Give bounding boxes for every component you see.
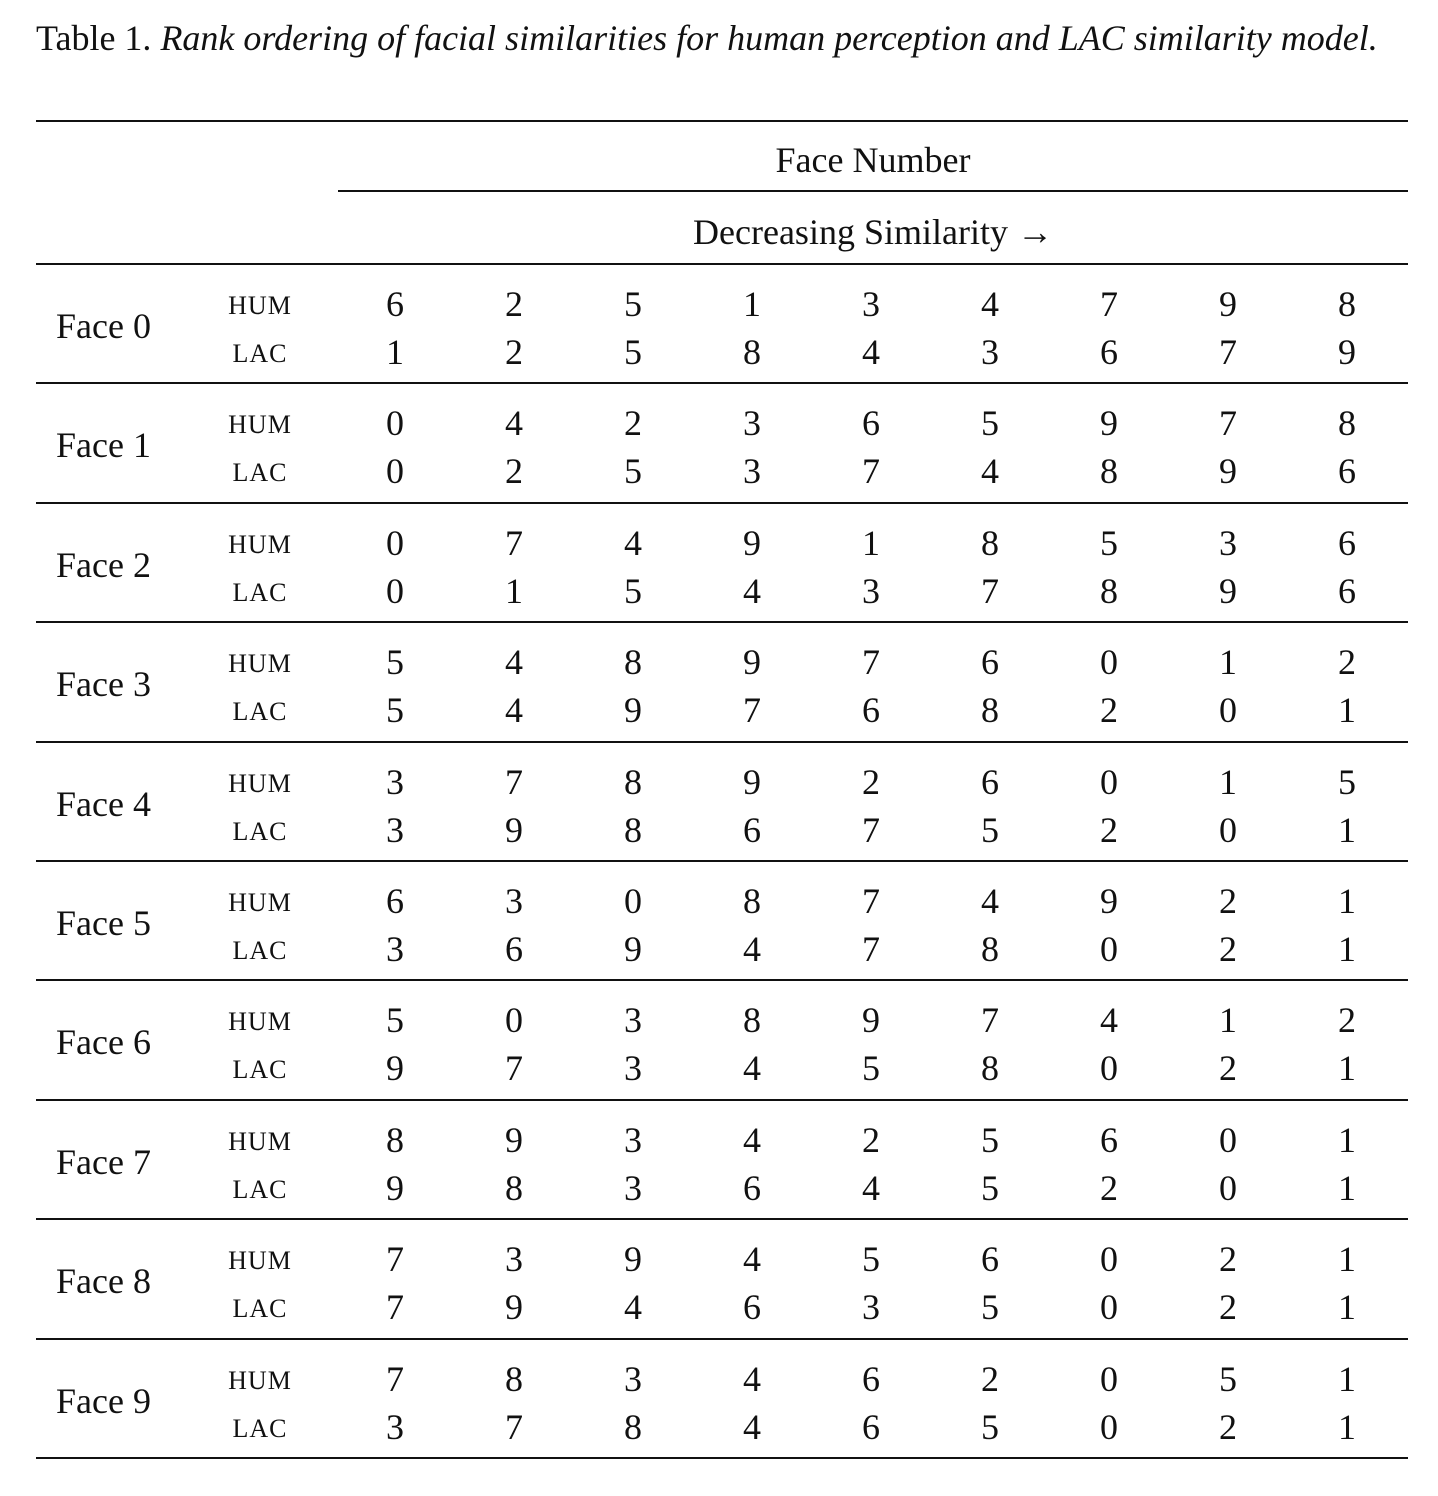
hum-tag: HUM [228, 410, 292, 440]
lac-cell: 3 [862, 570, 880, 611]
lac-cell: 9 [1219, 451, 1237, 492]
lac-cell: 9 [386, 1167, 404, 1208]
lac-cell: 6 [743, 1287, 761, 1328]
lac-cell: 9 [1219, 570, 1237, 611]
hum-cell: 4 [981, 284, 999, 324]
lac-cell: 2 [505, 332, 523, 372]
lac-cell: 4 [505, 690, 523, 731]
face-label: Face 6 [56, 1022, 151, 1063]
hum-cell: 8 [1338, 403, 1356, 444]
lac-cell: 7 [1219, 332, 1237, 372]
hum-cell: 7 [386, 1239, 404, 1280]
hum-tag: HUM [228, 1246, 292, 1276]
lac-cell: 4 [743, 929, 761, 969]
hum-cell: 7 [981, 1000, 999, 1041]
hum-cell: 9 [743, 642, 761, 683]
lac-tag: LAC [232, 339, 288, 368]
lac-cell: 6 [743, 1167, 761, 1208]
hum-cell: 0 [1100, 761, 1118, 802]
lac-cell: 8 [624, 1406, 642, 1447]
lac-cell: 1 [1338, 929, 1356, 969]
lac-cell: 3 [386, 809, 404, 850]
hum-cell: 0 [1100, 642, 1118, 683]
hum-cell: 0 [624, 881, 642, 921]
lac-cell: 8 [1100, 451, 1118, 492]
hum-cell: 8 [505, 1358, 523, 1399]
face-label: Face 9 [56, 1380, 151, 1421]
hum-cell: 6 [981, 1239, 999, 1280]
lac-cell: 9 [624, 690, 642, 731]
lac-cell: 6 [1100, 332, 1118, 372]
group-rule [36, 1218, 1408, 1220]
lac-cell: 5 [624, 570, 642, 611]
hum-cell: 3 [743, 403, 761, 444]
lac-cell: 1 [1338, 809, 1356, 850]
hum-cell: 7 [505, 522, 523, 563]
hum-cell: 2 [862, 1119, 880, 1160]
lac-cell: 8 [981, 690, 999, 731]
hum-cell: 0 [1100, 1358, 1118, 1399]
hum-cell: 9 [505, 1119, 523, 1160]
hum-cell: 2 [1219, 1239, 1237, 1280]
lac-tag: LAC [232, 936, 288, 965]
face-label: Face 8 [56, 1261, 151, 1302]
hum-cell: 6 [981, 642, 999, 683]
lac-cell: 4 [862, 1167, 880, 1208]
hum-cell: 2 [505, 284, 523, 324]
hum-cell: 3 [624, 1119, 642, 1160]
hum-cell: 3 [505, 1239, 523, 1280]
lac-tag: LAC [232, 458, 288, 488]
hum-tag: HUM [228, 649, 292, 679]
hum-cell: 6 [386, 881, 404, 921]
hum-cell: 7 [862, 642, 880, 683]
group-rule [36, 741, 1408, 743]
face-label: Face 2 [56, 544, 151, 585]
hum-cell: 5 [1338, 761, 1356, 802]
caption-period: . [1368, 18, 1378, 58]
hum-cell: 5 [981, 403, 999, 444]
hum-cell: 2 [1219, 881, 1237, 921]
group-rule [36, 1099, 1408, 1101]
lac-cell: 9 [1338, 332, 1356, 372]
lac-tag: LAC [232, 697, 288, 727]
lac-cell: 5 [981, 1167, 999, 1208]
lac-cell: 1 [1338, 1287, 1356, 1328]
lac-cell: 9 [386, 1048, 404, 1089]
lac-cell: 1 [1338, 1167, 1356, 1208]
hum-cell: 4 [981, 881, 999, 921]
hum-cell: 1 [1338, 1239, 1356, 1280]
lac-cell: 2 [1219, 929, 1237, 969]
lac-cell: 3 [981, 332, 999, 372]
lac-cell: 5 [386, 690, 404, 731]
face-label: Face 5 [56, 903, 151, 943]
lac-cell: 8 [743, 332, 761, 372]
hum-cell: 1 [1219, 1000, 1237, 1041]
lac-cell: 1 [1338, 1406, 1356, 1447]
hum-cell: 5 [1100, 522, 1118, 563]
caption-label: Table 1. [36, 18, 152, 58]
hum-cell: 6 [386, 284, 404, 324]
lac-cell: 5 [981, 1406, 999, 1447]
lac-cell: 3 [386, 929, 404, 969]
hum-cell: 0 [505, 1000, 523, 1041]
lac-cell: 5 [981, 1287, 999, 1328]
lac-cell: 3 [862, 1287, 880, 1328]
hum-cell: 1 [1219, 642, 1237, 683]
lac-cell: 1 [386, 332, 404, 372]
hum-cell: 5 [1219, 1358, 1237, 1399]
hum-cell: 5 [386, 1000, 404, 1041]
hum-cell: 0 [1100, 1239, 1118, 1280]
lac-cell: 4 [862, 332, 880, 372]
lac-cell: 6 [505, 929, 523, 969]
lac-cell: 6 [862, 1406, 880, 1447]
lac-tag: LAC [232, 1413, 288, 1443]
hum-cell: 6 [1100, 1119, 1118, 1160]
hum-cell: 2 [981, 1358, 999, 1399]
hum-cell: 8 [386, 1119, 404, 1160]
hum-cell: 2 [1338, 1000, 1356, 1041]
hum-cell: 1 [1219, 761, 1237, 802]
lac-cell: 9 [505, 809, 523, 850]
hum-cell: 1 [862, 522, 880, 563]
lac-cell: 6 [862, 690, 880, 731]
face-label: Face 3 [56, 664, 151, 705]
face-label: Face 1 [56, 425, 151, 466]
header-decreasing-similarity: Decreasing Similarity → [693, 212, 1053, 252]
hum-cell: 9 [1100, 881, 1118, 921]
hum-cell: 0 [386, 403, 404, 444]
hum-cell: 9 [624, 1239, 642, 1280]
hum-cell: 7 [1219, 403, 1237, 444]
lac-cell: 0 [386, 451, 404, 492]
group-rule [36, 502, 1408, 504]
group-rule [36, 382, 1408, 384]
lac-cell: 1 [1338, 690, 1356, 731]
caption-text: Rank ordering of facial similarities for human perception and LAC similarity model [160, 18, 1369, 58]
hum-cell: 1 [1338, 1358, 1356, 1399]
lac-cell: 7 [862, 809, 880, 850]
group-rule [36, 621, 1408, 623]
hum-cell: 4 [505, 642, 523, 683]
hum-tag: HUM [228, 1365, 292, 1395]
lac-cell: 5 [624, 332, 642, 372]
hum-cell: 6 [862, 403, 880, 444]
hum-cell: 4 [743, 1358, 761, 1399]
hum-cell: 9 [743, 522, 761, 563]
lac-cell: 0 [1100, 1048, 1118, 1089]
hum-cell: 9 [743, 761, 761, 802]
lac-cell: 0 [1100, 929, 1118, 969]
hum-cell: 2 [1338, 642, 1356, 683]
hum-cell: 6 [981, 761, 999, 802]
hum-cell: 7 [505, 761, 523, 802]
lac-cell: 2 [505, 451, 523, 492]
hum-cell: 5 [981, 1119, 999, 1160]
lac-cell: 3 [386, 1406, 404, 1447]
hum-cell: 8 [981, 522, 999, 563]
lac-cell: 3 [624, 1048, 642, 1089]
group-rule [36, 1338, 1408, 1340]
hum-cell: 2 [862, 761, 880, 802]
hum-cell: 7 [386, 1358, 404, 1399]
lac-cell: 5 [981, 809, 999, 850]
hum-cell: 9 [1100, 403, 1118, 444]
lac-tag: LAC [232, 1294, 288, 1324]
hum-cell: 2 [624, 403, 642, 444]
face-label: Face 0 [56, 306, 151, 346]
hum-cell: 3 [862, 284, 880, 324]
lac-cell: 4 [981, 451, 999, 492]
lac-cell: 2 [1219, 1287, 1237, 1328]
lac-cell: 0 [386, 570, 404, 611]
hum-cell: 9 [862, 1000, 880, 1041]
lac-tag: LAC [232, 1174, 288, 1204]
hum-cell: 0 [386, 522, 404, 563]
lac-cell: 6 [1338, 451, 1356, 492]
hum-cell: 3 [624, 1358, 642, 1399]
hum-cell: 5 [862, 1239, 880, 1280]
lac-cell: 5 [862, 1048, 880, 1089]
lac-cell: 1 [1338, 1048, 1356, 1089]
hum-cell: 3 [1219, 522, 1237, 563]
lac-cell: 8 [624, 809, 642, 850]
lac-cell: 2 [1100, 690, 1118, 731]
lac-cell: 2 [1219, 1048, 1237, 1089]
lac-cell: 5 [624, 451, 642, 492]
lac-cell: 6 [743, 809, 761, 850]
face-label: Face 7 [56, 1141, 151, 1182]
lac-cell: 0 [1219, 1167, 1237, 1208]
hum-cell: 5 [624, 284, 642, 324]
lac-tag: LAC [232, 1055, 288, 1085]
hum-cell: 7 [1100, 284, 1118, 324]
lac-cell: 8 [981, 929, 999, 969]
lac-cell: 8 [505, 1167, 523, 1208]
hum-tag: HUM [228, 888, 292, 917]
lac-cell: 2 [1100, 1167, 1118, 1208]
hum-cell: 7 [862, 881, 880, 921]
hum-cell: 8 [743, 881, 761, 921]
face-label: Face 4 [56, 783, 151, 824]
lac-cell: 3 [743, 451, 761, 492]
lac-cell: 4 [624, 1287, 642, 1328]
lac-tag: LAC [232, 816, 288, 846]
lac-cell: 7 [743, 690, 761, 731]
hum-cell: 4 [743, 1119, 761, 1160]
hum-tag: HUM [228, 1126, 292, 1156]
lac-cell: 9 [624, 929, 642, 969]
hum-cell: 1 [743, 284, 761, 324]
hum-tag: HUM [228, 529, 292, 559]
lac-cell: 7 [862, 929, 880, 969]
lac-cell: 2 [1100, 809, 1118, 850]
hum-cell: 0 [1219, 1119, 1237, 1160]
hum-tag: HUM [228, 291, 292, 320]
lac-cell: 4 [743, 1048, 761, 1089]
hum-cell: 3 [505, 881, 523, 921]
hum-cell: 4 [743, 1239, 761, 1280]
lac-cell: 7 [505, 1406, 523, 1447]
lac-cell: 9 [505, 1287, 523, 1328]
group-rule [36, 979, 1408, 981]
lac-cell: 1 [505, 570, 523, 611]
hum-cell: 9 [1219, 284, 1237, 324]
lac-tag: LAC [232, 577, 288, 607]
lac-cell: 0 [1219, 809, 1237, 850]
lac-cell: 0 [1219, 690, 1237, 731]
hum-tag: HUM [228, 768, 292, 798]
hum-cell: 1 [1338, 881, 1356, 921]
hum-cell: 8 [743, 1000, 761, 1041]
hum-cell: 4 [1100, 1000, 1118, 1041]
group-rule [36, 860, 1408, 862]
hum-cell: 8 [624, 761, 642, 802]
lac-cell: 7 [505, 1048, 523, 1089]
lac-cell: 7 [862, 451, 880, 492]
hum-cell: 6 [862, 1358, 880, 1399]
hum-cell: 6 [1338, 522, 1356, 563]
header-face-number: Face Number [775, 140, 971, 180]
lac-cell: 8 [1100, 570, 1118, 611]
lac-cell: 4 [743, 1406, 761, 1447]
hum-cell: 3 [386, 761, 404, 802]
lac-cell: 0 [1100, 1406, 1118, 1447]
group-rule [36, 1457, 1408, 1459]
hum-cell: 8 [1338, 284, 1356, 324]
hum-cell: 3 [624, 1000, 642, 1041]
hum-cell: 8 [624, 642, 642, 683]
lac-cell: 7 [981, 570, 999, 611]
lac-cell: 0 [1100, 1287, 1118, 1328]
hum-cell: 5 [386, 642, 404, 683]
hum-cell: 4 [505, 403, 523, 444]
hum-tag: HUM [228, 1007, 292, 1037]
lac-cell: 3 [624, 1167, 642, 1208]
lac-cell: 2 [1219, 1406, 1237, 1447]
lac-cell: 7 [386, 1287, 404, 1328]
lac-cell: 4 [743, 570, 761, 611]
lac-cell: 8 [981, 1048, 999, 1089]
hum-cell: 1 [1338, 1119, 1356, 1160]
hum-cell: 4 [624, 522, 642, 563]
lac-cell: 6 [1338, 570, 1356, 611]
